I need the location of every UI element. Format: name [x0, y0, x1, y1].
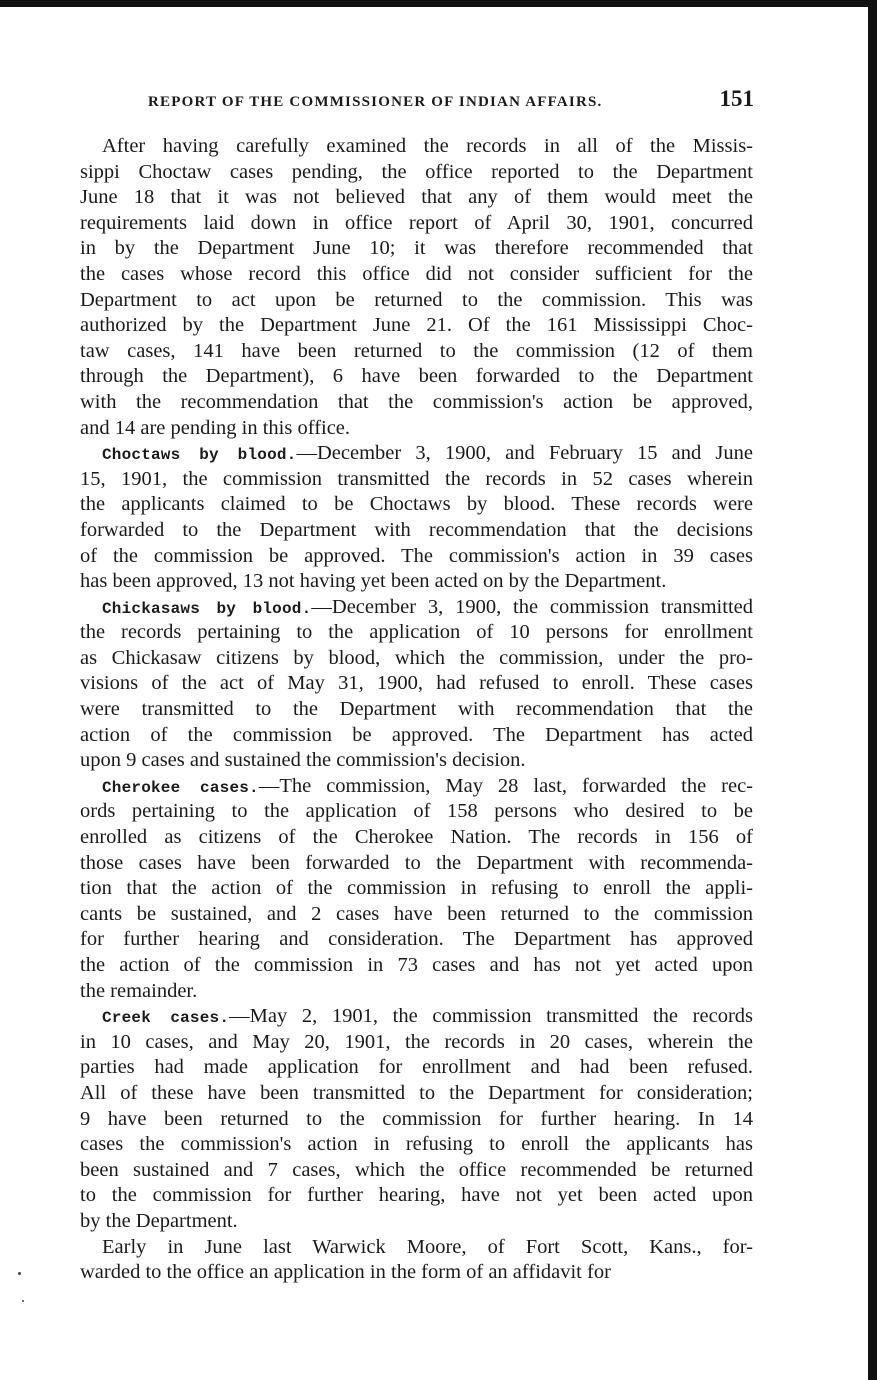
line-text: —December 3, 1900, the commission transmitted	[311, 595, 753, 618]
line-text: —The commission, May 28 last, forwarded the rec-	[258, 774, 753, 797]
text-line: visions of the act of May 31, 1900, had refused to enroll. These cases	[80, 672, 753, 695]
paragraph	[80, 595, 753, 774]
text-line: the cases whose record this office did not consider sufficient for the	[80, 262, 753, 285]
text-line: by the Department.	[80, 1209, 238, 1232]
paragraph	[80, 441, 753, 595]
section-heading: Chickasaws by blood.	[102, 599, 312, 618]
text-line: in 10 cases, and May 20, 1901, the records in 20 cases, wherein the	[80, 1030, 753, 1053]
paragraph	[80, 1004, 753, 1234]
text-line: cases the commission's action in refusing to enroll the applicants has	[80, 1133, 753, 1156]
text-line: taw cases, 141 have been returned to the commission (12 of them	[80, 339, 753, 362]
text-line: tion that the action of the commission in refusing to enroll the appli-	[80, 877, 753, 900]
section-heading: Creek cases.	[102, 1009, 230, 1028]
body-text	[80, 134, 753, 1286]
text-line: requirements laid down in office report of April 30, 1901, concurred	[80, 211, 753, 234]
line-text: —May 2, 1901, the commission transmitted the records	[229, 1005, 753, 1028]
running-title: REPORT OF THE COMMISSIONER OF INDIAN AFFAIRS.	[148, 94, 603, 110]
scan-speck	[18, 1272, 21, 1275]
text-line: forwarded to the Department with recommendation that the decisions	[80, 518, 753, 541]
text-line	[80, 1004, 753, 1030]
text-line: the applicants claimed to be Choctaws by blood. These records were	[80, 493, 753, 516]
text-line: ords pertaining to the application of 158 persons who desired to be	[80, 800, 753, 823]
text-line: 9 have been returned to the commission for further hearing. In 14	[80, 1107, 753, 1130]
text-line: in by the Department June 10; it was therefore recommended that	[80, 237, 753, 260]
text-line: been sustained and 7 cases, which the office recommended be returned	[80, 1158, 753, 1181]
text-line	[80, 595, 753, 621]
text-line: enrolled as citizens of the Cherokee Nation. The records in 156 of	[80, 826, 753, 849]
paragraph	[80, 774, 753, 1004]
text-line: through the Department), 6 have been forwarded to the Department	[80, 365, 753, 388]
text-line: of the commission be approved. The commission's action in 39 cases	[80, 544, 753, 567]
section-heading: Cherokee cases.	[102, 778, 259, 797]
text-line: the action of the commission in 73 cases and has not yet acted upon	[80, 954, 753, 976]
text-line: with the recommendation that the commission's action be approved,	[80, 390, 753, 413]
scan-speck	[22, 1300, 24, 1302]
text-line: parties had made application for enrollment and had been refused.	[80, 1056, 753, 1079]
text-line: authorized by the Department June 21. Of the 161 Mississippi Choc-	[80, 314, 753, 337]
text-line: Department to act upon be returned to the commission. This was	[80, 288, 753, 311]
section-heading: Choctaws by blood.	[102, 446, 297, 465]
text-line: those cases have been forwarded to the Department with recommenda-	[80, 851, 753, 874]
scan-border-right	[868, 0, 877, 1380]
text-line: upon 9 cases and sustained the commission's decision.	[80, 749, 526, 772]
text-line: After having carefully examined the records in all of the Missis-	[102, 135, 753, 157]
text-line: has been approved, 13 not having yet been acted on by the Department.	[80, 570, 667, 593]
text-line: action of the commission be approved. The Department has acted	[80, 723, 753, 746]
text-line	[80, 774, 753, 800]
text-line: the records pertaining to the application of 10 persons for enrollment	[80, 621, 753, 644]
text-line: Early in June last Warwick Moore, of Fort Scott, Kans., for-	[102, 1235, 753, 1258]
text-line: for further hearing and consideration. The Department has approved	[80, 928, 753, 951]
text-line: warded to the office an application in the form of an affidavit for	[80, 1261, 611, 1284]
text-line: and 14 are pending in this office.	[80, 416, 351, 439]
text-line: June 18 that it was not believed that any of them would meet the	[80, 186, 753, 209]
text-line: 15, 1901, the commission transmitted the records in 52 cases wherein	[80, 467, 753, 490]
text-line: sippi Choctaw cases pending, the office reported to the Department	[80, 160, 753, 183]
scan-border-top	[0, 0, 877, 7]
text-line: All of these have been transmitted to the Department for consideration;	[80, 1081, 753, 1104]
line-text: —December 3, 1900, and February 15 and June	[296, 442, 753, 465]
text-line	[80, 441, 753, 467]
text-line: as Chickasaw citizens by blood, which the commission, under the pro-	[80, 646, 753, 669]
text-line: cants be sustained, and 2 cases have been returned to the commission	[80, 902, 753, 925]
page-number: 151	[719, 86, 754, 111]
text-line: to the commission for further hearing, have not yet been acted upon	[80, 1184, 753, 1207]
paragraph	[80, 134, 753, 441]
text-line: were transmitted to the Department with recommendation that the	[80, 698, 753, 721]
paragraph	[80, 1235, 753, 1286]
text-line: the remainder.	[80, 979, 198, 1002]
